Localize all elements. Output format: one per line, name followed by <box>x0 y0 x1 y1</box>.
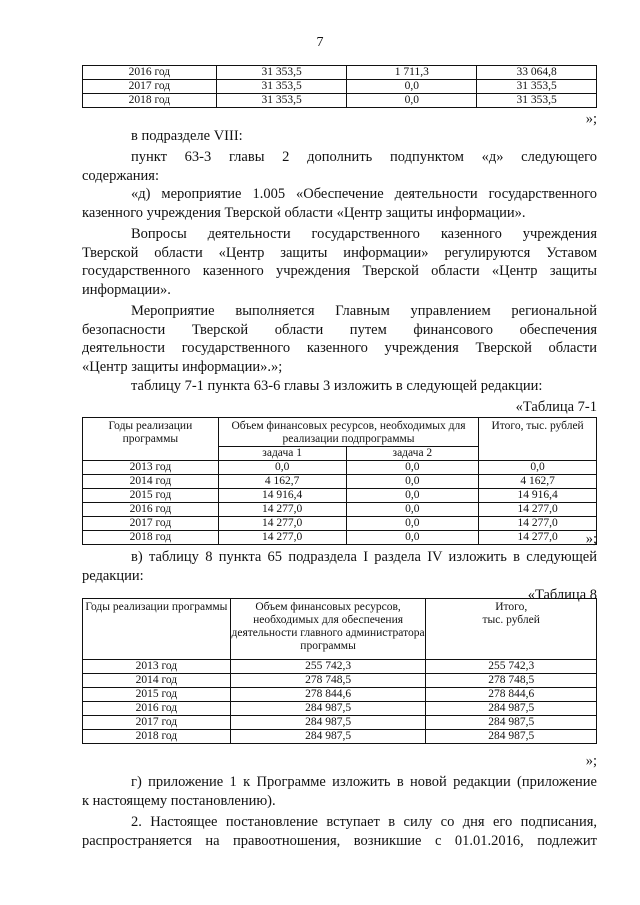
cell-value: 31 353,5 <box>216 80 347 94</box>
cell-value: 1 711,3 <box>347 66 477 80</box>
header-task-1: задача 1 <box>218 447 346 461</box>
table-top <box>82 65 597 108</box>
paragraph-line: 2. Настоящее постановление вступает в силу со дня его подписания, <box>131 814 597 830</box>
cell-year: 2018 год <box>83 94 217 108</box>
header-volume: Объем финансовых ресурсов, необходимых для обеспечения деятельности главного администратора программы <box>230 599 426 660</box>
cell-value: 0,0 <box>346 475 479 489</box>
header-volume: Объем финансовых ресурсов, необходимых для реализации подпрограммы <box>218 418 478 447</box>
paragraph-line: таблицу 7-1 пункта 63-6 главы 3 изложить в следующей редакции: <box>131 378 543 394</box>
table-7-1 <box>82 417 597 545</box>
cell-total: 255 742,3 <box>426 660 597 674</box>
cell-value: 4 162,7 <box>218 475 346 489</box>
header-total-line2: тыс. рублей <box>482 614 540 626</box>
cell-year: 2018 год <box>83 531 219 545</box>
cell-value: 0,0 <box>346 517 479 531</box>
cell-total: 278 748,5 <box>426 674 597 688</box>
cell-total: 14 277,0 <box>479 517 597 531</box>
table71-closing: »; <box>585 531 597 547</box>
cell-total: 14 277,0 <box>479 531 597 545</box>
cell-year: 2016 год <box>83 702 231 716</box>
cell-year: 2017 год <box>83 716 231 730</box>
cell-value: 0,0 <box>346 461 479 475</box>
table-row <box>83 688 597 702</box>
table-row <box>83 66 597 80</box>
page-number: 7 <box>316 35 324 50</box>
cell-total: 278 844,6 <box>426 688 597 702</box>
paragraph-line: пункт 63-3 главы 2 дополнить подпунктом «д» следующего <box>131 149 597 165</box>
paragraph-line: «Центр защиты информации».»; <box>82 359 283 375</box>
table-row <box>83 674 597 688</box>
cell-value: 14 277,0 <box>218 517 346 531</box>
cell-year: 2016 год <box>83 503 219 517</box>
table8-caption: «Таблица 8 <box>527 587 597 603</box>
table-row <box>83 702 597 716</box>
cell-year: 2017 год <box>83 517 219 531</box>
table-row <box>83 475 597 489</box>
cell-year: 2017 год <box>83 80 217 94</box>
cell-value: 278 844,6 <box>230 688 426 702</box>
cell-total: 14 916,4 <box>479 489 597 503</box>
cell-value: 278 748,5 <box>230 674 426 688</box>
table-row <box>83 716 597 730</box>
cell-value: 14 916,4 <box>218 489 346 503</box>
cell-value: 0,0 <box>346 503 479 517</box>
cell-value: 14 277,0 <box>218 531 346 545</box>
table-8 <box>82 598 597 744</box>
table8-closing: »; <box>585 753 597 769</box>
cell-total: 31 353,5 <box>477 94 597 108</box>
table71-caption: «Таблица 7-1 <box>515 399 597 415</box>
cell-value: 284 987,5 <box>230 716 426 730</box>
cell-value: 0,0 <box>346 489 479 503</box>
table-row <box>83 730 597 744</box>
cell-value: 0,0 <box>347 80 477 94</box>
header-total <box>426 599 597 660</box>
paragraph-line: содержания: <box>82 168 160 184</box>
header-total-line1: Итого, <box>495 601 528 613</box>
table-row <box>83 660 597 674</box>
cell-year: 2013 год <box>83 660 231 674</box>
cell-total: 14 277,0 <box>479 503 597 517</box>
cell-total: 0,0 <box>479 461 597 475</box>
cell-value: 255 742,3 <box>230 660 426 674</box>
cell-total: 284 987,5 <box>426 730 597 744</box>
cell-year: 2014 год <box>83 674 231 688</box>
table-row <box>83 461 597 475</box>
paragraph-line: «д) мероприятие 1.005 «Обеспечение деятельности государственного <box>131 186 597 202</box>
cell-value: 284 987,5 <box>230 730 426 744</box>
table-row <box>83 489 597 503</box>
cell-year: 2015 год <box>83 489 219 503</box>
header-total: Итого, тыс. рублей <box>479 418 597 461</box>
cell-year: 2013 год <box>83 461 219 475</box>
cell-total: 4 162,7 <box>479 475 597 489</box>
paragraph-line: в) таблицу 8 пункта 65 подраздела I раздела IV изложить в следующей <box>131 549 597 565</box>
paragraph-subsection: в подразделе VIII: <box>131 128 243 144</box>
header-years: Годы реализации программы <box>83 418 219 461</box>
cell-total: 284 987,5 <box>426 716 597 730</box>
cell-value: 14 277,0 <box>218 503 346 517</box>
paragraph-line: редакции: <box>82 568 144 584</box>
cell-total: 33 064,8 <box>477 66 597 80</box>
header-task-2: задача 2 <box>346 447 479 461</box>
header-years: Годы реализации программы <box>83 599 231 660</box>
table-row <box>83 80 597 94</box>
paragraph-line: безопасности Тверской области путем финансового обеспечения <box>82 322 597 338</box>
paragraph-line: к настоящему постановлению). <box>82 793 276 809</box>
paragraph-line: распространяется на правоотношения, возникшие с 01.01.2016, подлежит <box>82 833 597 849</box>
cell-value: 0,0 <box>218 461 346 475</box>
paragraph-line: информации». <box>82 282 171 298</box>
cell-year: 2016 год <box>83 66 217 80</box>
table-row <box>83 503 597 517</box>
cell-value: 31 353,5 <box>216 94 347 108</box>
paragraph-line: государственного казенного учреждения Тверской области «Центр защиты <box>82 263 597 279</box>
table-row <box>83 94 597 108</box>
cell-year: 2018 год <box>83 730 231 744</box>
table-top-closing: »; <box>585 111 597 127</box>
paragraph-line: Мероприятие выполняется Главным управлением региональной <box>131 303 597 319</box>
paragraph-line: деятельности государственного казенного учреждения Тверской области <box>82 340 597 356</box>
paragraph-line: Тверской области «Центр защиты информации» регулируются Уставом <box>82 245 597 261</box>
cell-value: 0,0 <box>346 531 479 545</box>
cell-value: 284 987,5 <box>230 702 426 716</box>
table-row <box>83 517 597 531</box>
paragraph-line: казенного учреждения Тверской области «Центр защиты информации». <box>82 205 526 221</box>
cell-year: 2014 год <box>83 475 219 489</box>
cell-year: 2015 год <box>83 688 231 702</box>
paragraph-line: г) приложение 1 к Программе изложить в новой редакции (приложение <box>131 774 597 790</box>
cell-value: 0,0 <box>347 94 477 108</box>
cell-total: 284 987,5 <box>426 702 597 716</box>
cell-total: 31 353,5 <box>477 80 597 94</box>
cell-value: 31 353,5 <box>216 66 347 80</box>
paragraph-line: Вопросы деятельности государственного казенного учреждения <box>131 226 597 242</box>
